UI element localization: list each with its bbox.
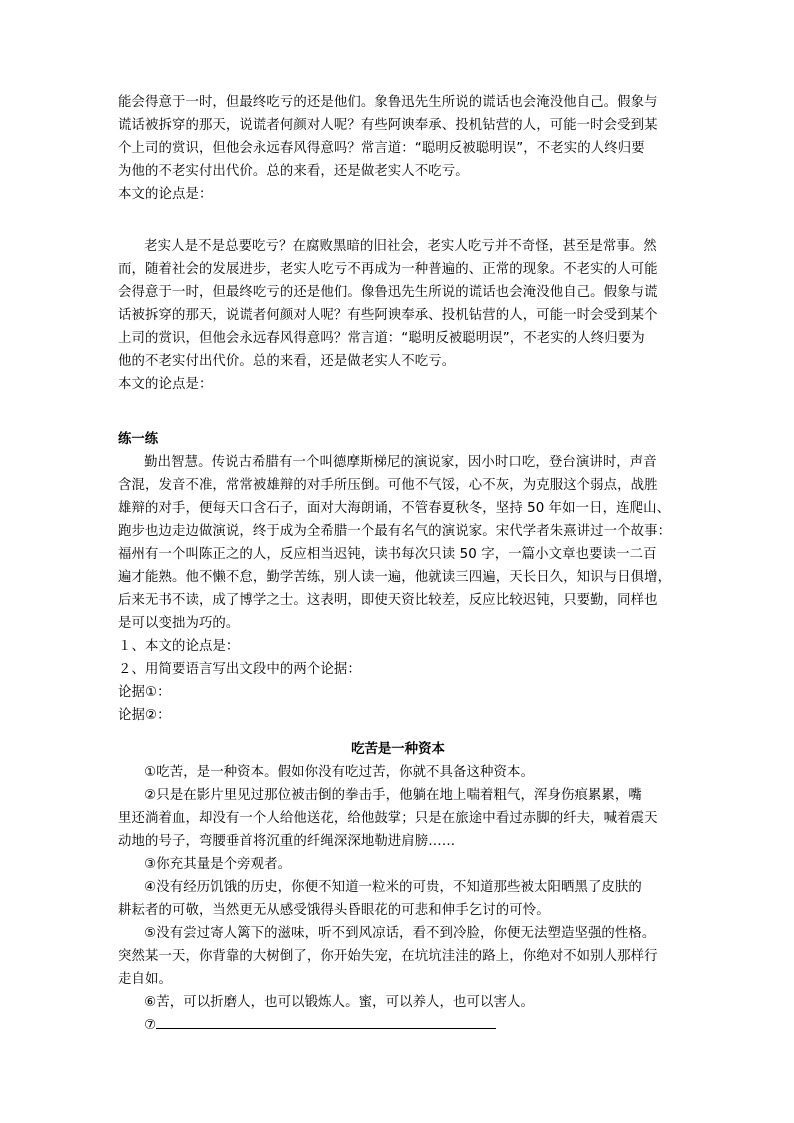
text-line: 雄辩的对手，便每天口含石子，面对大海朗诵，不管春夏秋冬，坚持 50 年如一日，连爬山、 [118,501,671,516]
text-line: 是可以变拙为巧的。 [118,616,240,631]
passage-honest-people [118,235,678,396]
text-line: 为他的不老实付出代价。总的来看，还是做老实人不吃亏。 [118,164,469,179]
text-line: 跑步也边走边做演说，终于成为全希腊一个最有名气的演说家。宋代学者朱熹讲过一个故事： [118,524,672,539]
text-line: 能会得意于一时，但最终吃亏的还是他们。象鲁迅先生所说的谎话也会淹没他自己。假象与 [118,95,658,110]
question-prompt: 本文的论点是： [118,377,213,392]
text-line: 耕耘者的可敬，当然更无从感受饿得头昏眼花的可悲和伸手乞讨的可怜。 [118,903,550,918]
text-line: 而，随着社会的发展进步，老实人吃亏不再成为一种普遍的、正常的现象。不老实的人可能 [118,262,658,277]
question-2: ２、用简要语言写出文段中的两个论据： [118,662,361,677]
text-line: 遍才能熟。他不懒不怠，勤学苦练，别人读一遍，他就读三四遍，天长日久，知识与日俱增， [118,570,672,585]
text-line: 走自如。 [118,972,172,987]
paragraph-7-number: ⑦ [118,1018,157,1033]
text-line: 老实人是不是总要吃亏？在腐败黑暗的旧社会，老实人吃亏并不奇怪，甚至是常事。然 [118,239,657,254]
question-1: １、本文的论点是： [118,639,240,654]
evidence-1: 论据①： [118,685,171,700]
paragraph-5: ⑤没有尝过寄人篱下的滋味，听不到风凉话，看不到冷脸，你便无法塑造坚强的性格。 [118,926,656,941]
essay-title: 吃苦是一种资本 [351,742,445,757]
paragraph-1: ①吃苦，是一种资本。假如你没有吃过苦，你就不具备这种资本。 [118,765,534,780]
paragraph-2: ②只是在影片里见过那位被击倒的拳击手，他躺在地上喘着粗气，浑身伤痕累累，嘴 [118,788,642,803]
text-line: 谎话被拆穿的那天，说谎者何颜对人呢？有些阿谀奉承、投机钻营的人，可能一时会受到某 [118,118,658,133]
paragraph-6: ⑥苦，可以折磨人，也可以锻炼人。蜜，可以养人，也可以害人。 [118,995,534,1010]
evidence-2: 论据②： [118,708,171,723]
essay-hardship [118,738,678,1037]
paragraph-3: ③你充其量是个旁观者。 [118,857,292,872]
text-line: 上司的赏识，但他会永远春风得意吗？常言道：“聪明反被聪明误”，不老实的人终归要为 [118,331,645,346]
text-line: 勤出智慧。传说古希腊有一个叫德摩斯梯尼的演说家，因小时口吃，登台演讲时，声音 [118,455,657,470]
text-line: 里还淌着血，却没有一个人给他送花，给他鼓掌；只是在旅途中看过赤脚的纤夫，喊着震天 [118,811,658,826]
paragraph-7 [118,1014,678,1037]
paragraph-4: ④没有经历饥饿的历史，你便不知道一粒米的可贵，不知道那些被太阳晒黑了皮肤的 [118,880,642,895]
question-prompt: 本文的论点是： [118,187,213,202]
passage-fragment [118,91,678,206]
text-line: 会得意于一时，但最终吃亏的还是他们。像鲁迅先生所说的谎话也会淹没他自己。假象与谎 [118,285,658,300]
text-line: 含混，发音不准，常常被雄辩的对手所压倒。可他不气馁，心不灰，为克服这个弱点，战胜 [118,478,658,493]
section-title: 练一练 [118,432,159,447]
text-line: 后来无书不读，成了博学之士。这表明，即使天资比较差，反应比较迟钝，只要勤，同样也 [118,593,658,608]
exercise-section [118,428,678,727]
text-line: 他的不老实付出代价。总的来看，还是做老实人不吃亏。 [118,354,456,369]
text-line: 个上司的赏识，但他会永远春风得意吗？常言道：“聪明反被聪明误”，不老实的人终归要 [118,141,645,156]
text-line: 话被拆穿的那天，说谎者何颜对人呢？有些阿谀奉承、投机钻营的人，可能一时会受到某个 [118,308,658,323]
text-line: 动地的号子，弯腰垂首将沉重的纤绳深深地勒进肩膀…… [118,834,456,849]
text-line: 突然某一天，你背靠的大树倒了，你开始失宠，在坑坑洼洼的路上，你绝对不如别人那样行 [118,949,658,964]
text-line: 福州有一个叫陈正之的人，反应相当迟钝，读书每次只读 50 字，一篇小文章也要读一二百 [118,547,657,562]
answer-blank[interactable] [156,1014,496,1029]
